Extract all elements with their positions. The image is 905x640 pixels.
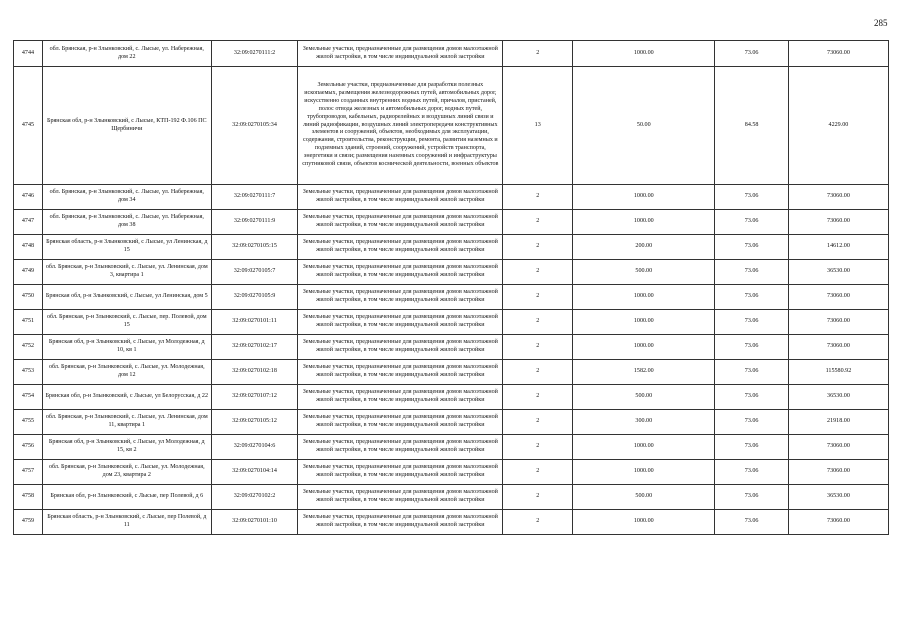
use-code-cell: 2 [503,410,573,435]
address-cell: обл. Брянская, р-н Злынковский, с. Лысые, ул. Молодежная, дом 23, квартира 2 [42,460,211,485]
use-code-cell: 2 [503,510,573,535]
address-cell: Брянская обл, р-н Злынковский, с Лысые, ул Молодежная, д 15, кв 2 [42,435,211,460]
land-use-cell: Земельные участки, предназначенные для размещения домов малоэтажной жилой застройки, в том числе индивидуальной жилой застройки [298,185,503,210]
table-row [14,41,889,67]
record-number: 4759 [14,510,43,535]
cadastral-number-cell: 32:09:0270105:15 [211,235,298,260]
land-use-cell: Земельные участки, предназначенные для размещения домов малоэтажной жилой застройки, в том числе индивидуальной жилой застройки [298,410,503,435]
use-code-cell: 2 [503,485,573,510]
table-row [14,460,889,485]
table-row [14,310,889,335]
cadastral-value-cell: 73060.00 [788,310,888,335]
rate-cell: 73.06 [715,185,789,210]
record-number: 4748 [14,235,43,260]
land-use-cell: Земельные участки, предназначенные для размещения домов малоэтажной жилой застройки, в том числе индивидуальной жилой застройки [298,210,503,235]
rate-cell: 84.58 [715,67,789,185]
cadastral-number-cell: 32:09:0270101:10 [211,510,298,535]
use-code-cell: 2 [503,285,573,310]
table-row [14,385,889,410]
use-code-cell: 2 [503,435,573,460]
area-cell: 1000.00 [573,285,715,310]
area-cell: 1000.00 [573,435,715,460]
record-number: 4750 [14,285,43,310]
address-cell: Брянская область, р-н Злынковский, с Лысые, ул Ленинская, д 15 [42,235,211,260]
use-code-cell: 2 [503,41,573,67]
rate-cell: 73.06 [715,235,789,260]
address-cell: обл. Брянская, р-н Злынковский, с. Лысые, ул. Набережная, дом 34 [42,185,211,210]
use-code-cell: 2 [503,260,573,285]
cadastral-number-cell: 32:09:0270111:9 [211,210,298,235]
area-cell: 1000.00 [573,185,715,210]
cadastral-value-cell: 115580.92 [788,360,888,385]
cadastral-value-cell: 73060.00 [788,435,888,460]
rate-cell: 73.06 [715,260,789,285]
address-cell: Брянская обл, р-н Злынковский, с Лысые, ул Белорусская, д 22 [42,385,211,410]
cadastral-number-cell: 32:09:0270102:2 [211,485,298,510]
record-number: 4747 [14,210,43,235]
rate-cell: 73.06 [715,310,789,335]
record-number: 4753 [14,360,43,385]
use-code-cell: 13 [503,67,573,185]
land-use-cell: Земельные участки, предназначенные для размещения домов малоэтажной жилой застройки, в том числе индивидуальной жилой застройки [298,310,503,335]
land-use-cell: Земельные участки, предназначенные для размещения домов малоэтажной жилой застройки, в том числе индивидуальной жилой застройки [298,435,503,460]
rate-cell: 73.06 [715,410,789,435]
cadastral-number-cell: 32:09:0270101:11 [211,310,298,335]
cadastral-value-cell: 14612.00 [788,235,888,260]
rate-cell: 73.06 [715,435,789,460]
address-cell: обл. Брянская, р-н Злынковский, с. Лысые, ул. Ленинская, дом 11, квартира 1 [42,410,211,435]
record-number: 4756 [14,435,43,460]
rate-cell: 73.06 [715,210,789,235]
address-cell: обл. Брянская, р-н Злынковский, с. Лысые, ул. Молодежная, дом 12 [42,360,211,385]
table-row [14,67,889,185]
record-number: 4754 [14,385,43,410]
cadastral-value-cell: 36530.00 [788,485,888,510]
record-number: 4751 [14,310,43,335]
area-cell: 500.00 [573,260,715,285]
land-use-cell: Земельные участки, предназначенные для размещения домов малоэтажной жилой застройки, в том числе индивидуальной жилой застройки [298,360,503,385]
table-row [14,185,889,210]
cadastral-number-cell: 32:09:0270105:7 [211,260,298,285]
address-cell: обл. Брянская, р-н Злынковский, с. Лысые, ул. Набережная, дом 38 [42,210,211,235]
rate-cell: 73.06 [715,41,789,67]
land-use-cell: Земельные участки, предназначенные для размещения домов малоэтажной жилой застройки, в том числе индивидуальной жилой застройки [298,485,503,510]
cadastral-number-cell: 32:09:0270107:12 [211,385,298,410]
use-code-cell: 2 [503,210,573,235]
cadastral-number-cell: 32:09:0270105:9 [211,285,298,310]
cadastral-number-cell: 32:09:0270105:12 [211,410,298,435]
area-cell: 300.00 [573,410,715,435]
address-cell: Брянская обл, р-н Злынковский, с Лысые, КТП-192 Ф.106 ПС Щербиничи [42,67,211,185]
area-cell: 1000.00 [573,41,715,67]
table-row [14,435,889,460]
area-cell: 50.00 [573,67,715,185]
table-row [14,360,889,385]
table-row [14,235,889,260]
land-use-cell: Земельные участки, предназначенные для размещения домов малоэтажной жилой застройки, в том числе индивидуальной жилой застройки [298,510,503,535]
address-cell: Брянская обл, р-н Злынковский, с Лысые, ул Молодежная, д 10, кв 1 [42,335,211,360]
use-code-cell: 2 [503,310,573,335]
table-row [14,485,889,510]
rate-cell: 73.06 [715,285,789,310]
cadastral-value-cell: 73060.00 [788,285,888,310]
land-use-cell: Земельные участки, предназначенные для размещения домов малоэтажной жилой застройки, в том числе индивидуальной жилой застройки [298,335,503,360]
area-cell: 1000.00 [573,210,715,235]
use-code-cell: 2 [503,335,573,360]
cadastral-value-cell: 73060.00 [788,460,888,485]
cadastral-value-cell: 73060.00 [788,41,888,67]
area-cell: 1000.00 [573,510,715,535]
record-number: 4744 [14,41,43,67]
record-number: 4752 [14,335,43,360]
use-code-cell: 2 [503,360,573,385]
land-use-cell: Земельные участки, предназначенные для размещения домов малоэтажной жилой застройки, в том числе индивидуальной жилой застройки [298,285,503,310]
land-use-cell: Земельные участки, предназначенные для размещения домов малоэтажной жилой застройки, в том числе индивидуальной жилой застройки [298,460,503,485]
cadastral-value-cell: 21918.00 [788,410,888,435]
area-cell: 500.00 [573,385,715,410]
land-use-cell: Земельные участки, предназначенные для размещения домов малоэтажной жилой застройки, в том числе индивидуальной жилой застройки [298,41,503,67]
area-cell: 1582.00 [573,360,715,385]
record-number: 4745 [14,67,43,185]
area-cell: 1000.00 [573,460,715,485]
table-body [14,41,889,535]
cadastral-value-cell: 36530.00 [788,260,888,285]
use-code-cell: 2 [503,185,573,210]
table-row [14,260,889,285]
cadastral-number-cell: 32:09:0270111:2 [211,41,298,67]
cadastral-value-cell: 73060.00 [788,335,888,360]
record-number: 4746 [14,185,43,210]
record-number: 4749 [14,260,43,285]
rate-cell: 73.06 [715,485,789,510]
address-cell: Брянская область, р-н Злынковский, с Лысые, пер Полевой, д 11 [42,510,211,535]
page-number: 285 [874,18,888,28]
record-number: 4755 [14,410,43,435]
record-number: 4757 [14,460,43,485]
rate-cell: 73.06 [715,335,789,360]
cadastral-number-cell: 32:09:0270105:34 [211,67,298,185]
land-use-cell: Земельные участки, предназначенные для разработки полезных ископаемых, размещения железнодорожных путей, автомобильных дорог, искусственно созданных внутренних водных путей, причалов, пристаней, полос отвода железных и автомобильных дорог, водных путей, трубопроводов, кабельных, радиорелейных и воздушных линий связи и линий радиофикации, воздушных линий электропередачи конструктивных элементов и сооружений, объектов, необходимых для эксплуатации, содержания, строительства, реконструкции, ремонта, развития наземных и подземных зданий, строений, сооружений, устройств транспорта, энергетики и связи; размещения наземных сооружений и инфраструктуры спутниковой связи, объектов космической деятельности, военных объектов [298,67,503,185]
address-cell: обл. Брянская, р-н Злынковский, с. Лысые, ул. Ленинская, дом 3, квартира 1 [42,260,211,285]
cadastral-number-cell: 32:09:0270111:7 [211,185,298,210]
area-cell: 200.00 [573,235,715,260]
use-code-cell: 2 [503,460,573,485]
area-cell: 500.00 [573,485,715,510]
cadastral-number-cell: 32:09:0270102:18 [211,360,298,385]
table-row [14,510,889,535]
cadastral-number-cell: 32:09:0270102:17 [211,335,298,360]
rate-cell: 73.06 [715,510,789,535]
rate-cell: 73.06 [715,460,789,485]
address-cell: обл. Брянская, р-н Злынковский, с. Лысые, ул. Набережная, дом 22 [42,41,211,67]
record-number: 4758 [14,485,43,510]
rate-cell: 73.06 [715,360,789,385]
cadastral-value-cell: 73060.00 [788,185,888,210]
cadastral-value-cell: 73060.00 [788,210,888,235]
land-register-table [13,40,889,535]
area-cell: 1000.00 [573,335,715,360]
cadastral-number-cell: 32:09:0270104:14 [211,460,298,485]
land-use-cell: Земельные участки, предназначенные для размещения домов малоэтажной жилой застройки, в том числе индивидуальной жилой застройки [298,235,503,260]
rate-cell: 73.06 [715,385,789,410]
cadastral-value-cell: 4229.00 [788,67,888,185]
address-cell: Брянская обл, р-н Злынковский, с Лысые, пер Полевой, д 6 [42,485,211,510]
address-cell: обл. Брянская, р-н Злынковский, с. Лысые, пер. Полевой, дом 15 [42,310,211,335]
land-use-cell: Земельные участки, предназначенные для размещения домов малоэтажной жилой застройки, в том числе индивидуальной жилой застройки [298,385,503,410]
table-row [14,210,889,235]
cadastral-value-cell: 73060.00 [788,510,888,535]
cadastral-value-cell: 36530.00 [788,385,888,410]
table-row [14,410,889,435]
area-cell: 1000.00 [573,310,715,335]
address-cell: Брянская обл, р-н Злынковский, с Лысые, ул Ленинская, дом 5 [42,285,211,310]
use-code-cell: 2 [503,385,573,410]
use-code-cell: 2 [503,235,573,260]
table-row [14,285,889,310]
table-row [14,335,889,360]
cadastral-number-cell: 32:09:0270104:6 [211,435,298,460]
land-use-cell: Земельные участки, предназначенные для размещения домов малоэтажной жилой застройки, в том числе индивидуальной жилой застройки [298,260,503,285]
